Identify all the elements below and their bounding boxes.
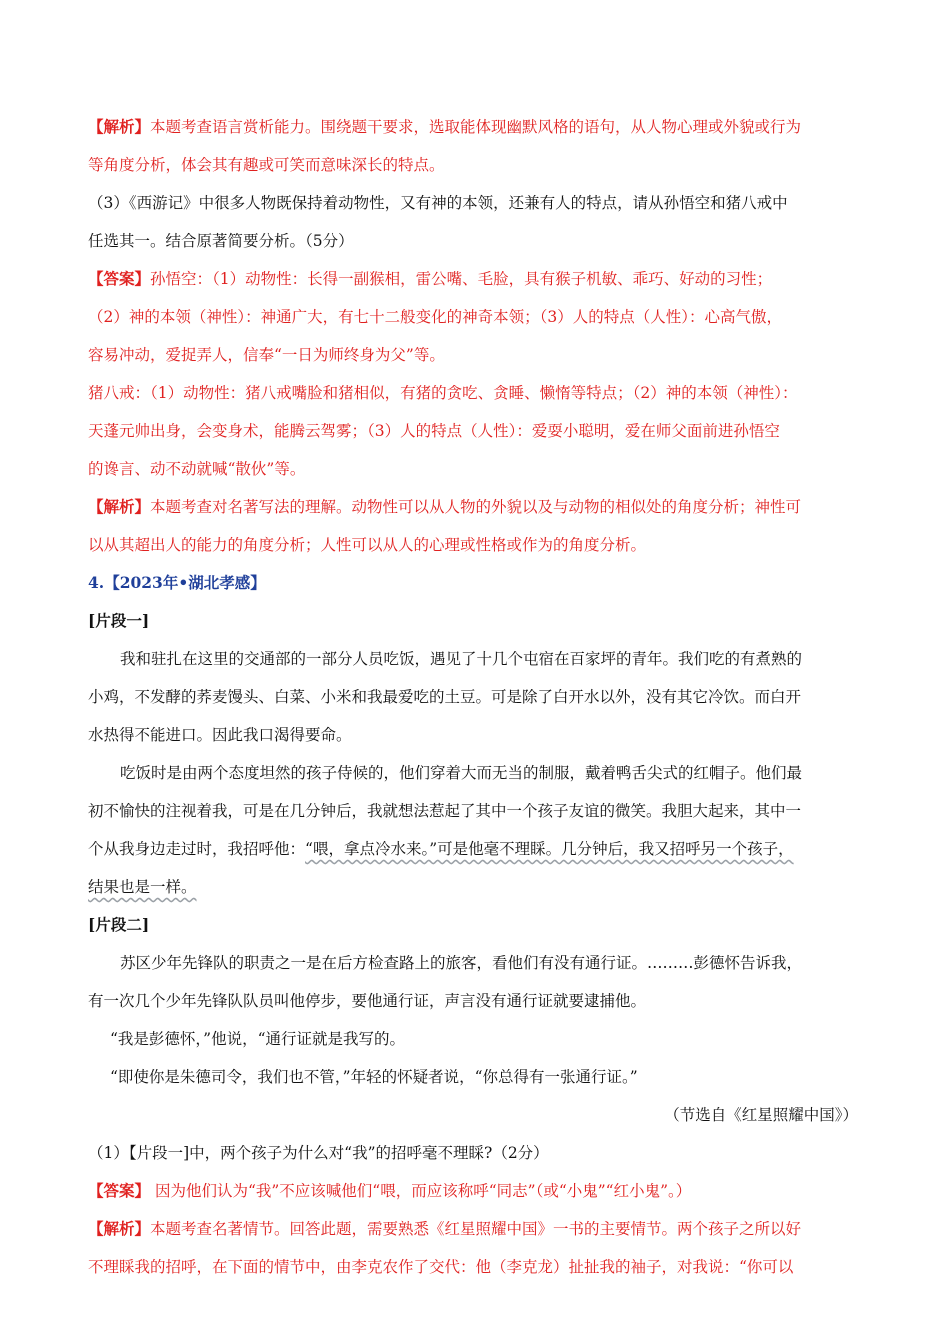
answer-tag: 【答案】	[88, 1181, 151, 1200]
answer-text: 天蓬元帅出身，会变身术，能腾云驾雾；（3）人的特点（人性）：爱耍小聪明，爱在师父面前进孙悟空	[88, 422, 780, 440]
answer-text: 的谗言、动不动就喊“散伙”等。	[88, 460, 306, 478]
answer-text: 猪八戒：（1）动物性：猪八戒嘴脸和猪相似，有猪的贪吃、贪睡、懒惰等特点；（2）神的本领（神性）：	[88, 384, 798, 402]
fragment-title-text: [片段一]	[88, 611, 150, 630]
question-text: （1）【片段一]中，两个孩子为什么对“我”的招呼毫不理睬?（2分）	[88, 1144, 549, 1162]
passage-text: 有一次几个少年先锋队队员叫他停步，要他通行证，声言没有通行证就要逮捕他。	[88, 992, 647, 1010]
answer-text: 容易冲动，爱捉弄人，信奉“一日为师终身为父”等。	[88, 346, 445, 364]
passage-source	[88, 1096, 868, 1134]
passage-text: 苏区少年先锋队的职责之一是在后方检查路上的旅客，看他们有没有通行证。………彭德怀告诉我，	[120, 954, 803, 972]
question-line	[88, 222, 868, 260]
document-page	[88, 108, 868, 1286]
analysis-line	[88, 526, 868, 564]
answer-text: （2）神的本领（神性）：神通广大，有七十二般变化的神奇本领；（3）人的特点（人性）：心高气傲，	[88, 308, 782, 326]
passage-text: “即使你是朱德司令，我们也不管，”年轻的怀疑者说，“你总得有一张通行证。”	[110, 1068, 638, 1086]
analysis-tag: 【解析】	[88, 117, 151, 136]
passage-line	[88, 982, 868, 1020]
analysis-line	[88, 488, 868, 526]
passage-text: 水热得不能进口。因此我口渴得要命。	[88, 726, 352, 744]
passage-line	[88, 754, 868, 792]
answer-text: 因为他们认为“我”不应该喊他们“喂，而应该称呼“同志”（或“小鬼”“红小鬼”。）	[150, 1182, 692, 1200]
passage-text: 我和驻扎在这里的交通部的一部分人员吃饭，遇见了十几个屯宿在百家坪的青年。我们吃的有煮熟的	[120, 650, 803, 668]
analysis-text: 本题考查名著情节。回答此题，需要熟悉《红星照耀中国》一书的主要情节。两个孩子之所以好	[150, 1220, 802, 1238]
fragment-title-text: [片段二]	[88, 915, 150, 934]
passage-line	[88, 678, 868, 716]
answer-line	[88, 298, 868, 336]
question-line	[88, 184, 868, 222]
analysis-line	[88, 1248, 868, 1286]
question-heading	[88, 564, 868, 602]
analysis-line	[88, 1210, 868, 1248]
passage-line	[88, 868, 868, 906]
passage-text: “我是彭德怀，”他说，“通行证就是我写的。	[110, 1030, 406, 1048]
answer-line	[88, 374, 868, 412]
passage-line	[88, 716, 868, 754]
passage-text: 初不愉快的注视着我，可是在几分钟后，我就想法惹起了其中一个孩子友谊的微笑。我胆大起来，其中一	[88, 802, 802, 820]
fragment-title	[88, 906, 868, 944]
passage-line	[88, 830, 868, 868]
answer-line	[88, 1172, 868, 1210]
passage-line	[88, 640, 868, 678]
answer-tag: 【答案】	[88, 269, 151, 288]
analysis-text: 以从其超出人的能力的角度分析；人性可以从人的心理或性格或作为的角度分析。	[88, 536, 647, 554]
analysis-text: 本题考查语言赏析能力。围绕题干要求，选取能体现幽默风格的语句，从人物心理或外貌或行为	[150, 118, 802, 136]
underlined-passage-text: 结果也是一样。	[88, 878, 197, 896]
answer-line	[88, 260, 868, 298]
question-number: 4.	[88, 573, 105, 592]
fragment-title	[88, 602, 868, 640]
analysis-tag: 【解析】	[88, 497, 151, 516]
analysis-text: 本题考查对名著写法的理解。动物性可以从人物的外貌以及与动物的相似处的角度分析；神性可	[150, 498, 802, 516]
answer-text: 孙悟空：（1）动物性：长得一副猴相，雷公嘴、毛脸，具有猴子机敏、乖巧、好动的习性；	[150, 270, 773, 288]
answer-line	[88, 412, 868, 450]
question-source: 【2023年•湖北孝感】	[104, 573, 266, 592]
analysis-line	[88, 146, 868, 184]
passage-text: 个从我身边走过时，我招呼他：	[88, 840, 306, 858]
question-text: （3）《西游记》中很多人物既保持着动物性，又有神的本领，还兼有人的特点，请从孙悟空和猪八戒中	[88, 194, 788, 212]
passage-line	[88, 1020, 868, 1058]
passage-line	[88, 944, 868, 982]
passage-line	[88, 792, 868, 830]
answer-line	[88, 336, 868, 374]
analysis-line	[88, 108, 868, 146]
passage-text: 小鸡，不发酵的荞麦馒头、白菜、小米和我最爱吃的土豆。可是除了白开水以外，没有其它冷饮。而白开	[88, 688, 802, 706]
question-text: 任选其一。结合原著简要分析。（5分）	[88, 232, 354, 250]
underlined-passage-text: “喂，拿点冷水来。”可是他毫不理睬。几分钟后，我又招呼另一个孩子，	[305, 840, 794, 858]
analysis-text: 等角度分析，体会其有趣或可笑而意味深长的特点。	[88, 156, 445, 174]
passage-text: 吃饭时是由两个态度坦然的孩子侍候的，他们穿着大而无当的制服，戴着鸭舌尖式的红帽子。他们最	[120, 764, 803, 782]
analysis-text: 不理睬我的招呼，在下面的情节中，由李克农作了交代：他（李克龙）扯扯我的袖子，对我说：“你可以	[88, 1258, 794, 1276]
question-line	[88, 1134, 868, 1172]
analysis-tag: 【解析】	[88, 1219, 151, 1238]
passage-line	[88, 1058, 868, 1096]
answer-line	[88, 450, 868, 488]
passage-source-text: （节选自《红星照耀中国》）	[664, 1106, 858, 1124]
